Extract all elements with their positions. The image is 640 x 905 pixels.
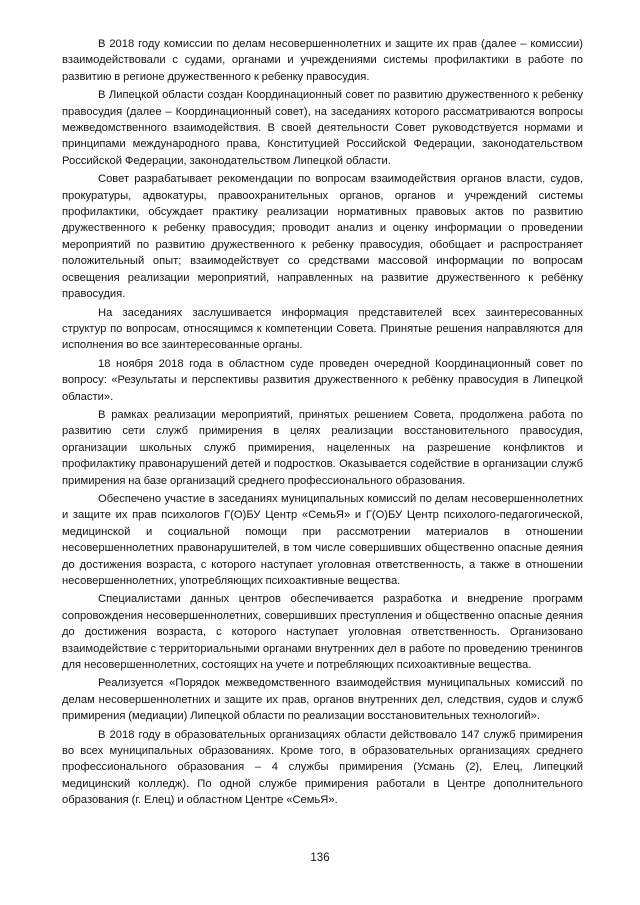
page-number: 136 — [310, 852, 330, 864]
paragraph: В 2018 году комиссии по делам несовершеннолетних и защите их прав (далее – комиссии) взаимодействовали с судами, органами и учреждениями системы профилактики в работе по развитию в регионе дружественного к ребенку правосудия. — [62, 38, 583, 83]
paragraph: В Липецкой области создан Координационный совет по развитию дружественного к ребенку правосудия (далее – Координационный совет), на заседаниях которого рассматриваются вопросы межведомственного взаимодействия. В своей деятельности Совет руководствуется нормами и принципами международного права, Конституцией Российской Федерации, законодательством Российской Федерации, законодательством Липецкой области. — [62, 89, 583, 167]
paragraph: В 2018 году в образовательных организациях области действовало 147 служб примирения во всех муниципальных образованиях. Кроме того, в образовательных организациях среднего профессионального образования – 4 службы примирения (Усмань (2), Елец, Липецкий медицинский колледж). По одной службе примирения работали в Центре дополнительного образования (г. Елец) и областном Центре «СемьЯ». — [62, 728, 583, 807]
paragraph: 18 ноября 2018 года в областном суде проведен очередной Координационный совет по вопросу: «Результаты и перспективы развития дружественного к ребёнку правосудия в Липецкой области». — [62, 357, 583, 403]
paragraph: Совет разрабатывает рекомендации по вопросам взаимодействия органов власти, судов, прокуратуры, адвокатуры, правоохранительных органов, органов и учреждений системы профилактики, обсуждает практику реализации нормативных правовых актов по развитию дружественного к ребенку правосудия; проводит анализ и оценку информации о проведении мероприятий по развитию дружественного к ребенку правосудия, обобщает и распространяет положительный опыт; взаимодействует со средствами массовой информации по вопросам освещения реализации мероприятий, направленных на развитие дружественного к ребёнку правосудия. — [62, 173, 583, 301]
paragraph: Обеспечено участие в заседаниях муниципальных комиссий по делам несовершеннолетних и защите их прав психологов Г(О)БУ Центр «СемьЯ» и Г(О)БУ Центр психолого-педагогической, медицинской и социальной помощи при рассмотрении материалов в отношении несовершеннолетних правонарушителей, в том числе совершивших общественно опасные деяния до достижения возраста, с которого наступает уголовная ответственность, а также в отношении несовершеннолетних, употребляющих психоактивные вещества. — [62, 492, 583, 587]
paragraph: В рамках реализации мероприятий, принятых решением Совета, продолжена работа по развитию сети служб примирения в целях реализации восстановительного правосудия, организации школьных служб примирения, нацеленных на разрешение конфликтов и профилактику правонарушений детей и подростков. Оказывается содействие в организации служб примирения на базе организаций среднего профессионального образования. — [62, 408, 583, 487]
paragraph: Реализуется «Порядок межведомственного взаимодействия муниципальных комиссий по делам несовершеннолетних и защите их прав, органов внутренних дел, следствия, судов и служб примирения (медиации) Липецкой области по реализации восстановительных технологий». — [62, 677, 583, 723]
paragraph: На заседаниях заслушивается информация представителей всех заинтересованных структур по вопросам, относящимся к компетенции Совета. Принятые решения направляются для исполнения во все заинтересованные органы. — [62, 306, 583, 352]
paragraph: Специалистами данных центров обеспечивается разработка и внедрение программ сопровождения несовершеннолетних, совершивших преступления и общественно опасные деяния до достижения возраста, с которого наступает уголовная ответственность. Организовано взаимодействие с территориальными органами внутренних дел в работе по проведению тренингов для несовершеннолетних, состоящих на учете и потребляющих психоактивные вещества. — [62, 593, 583, 672]
document-page — [62, 36, 583, 811]
